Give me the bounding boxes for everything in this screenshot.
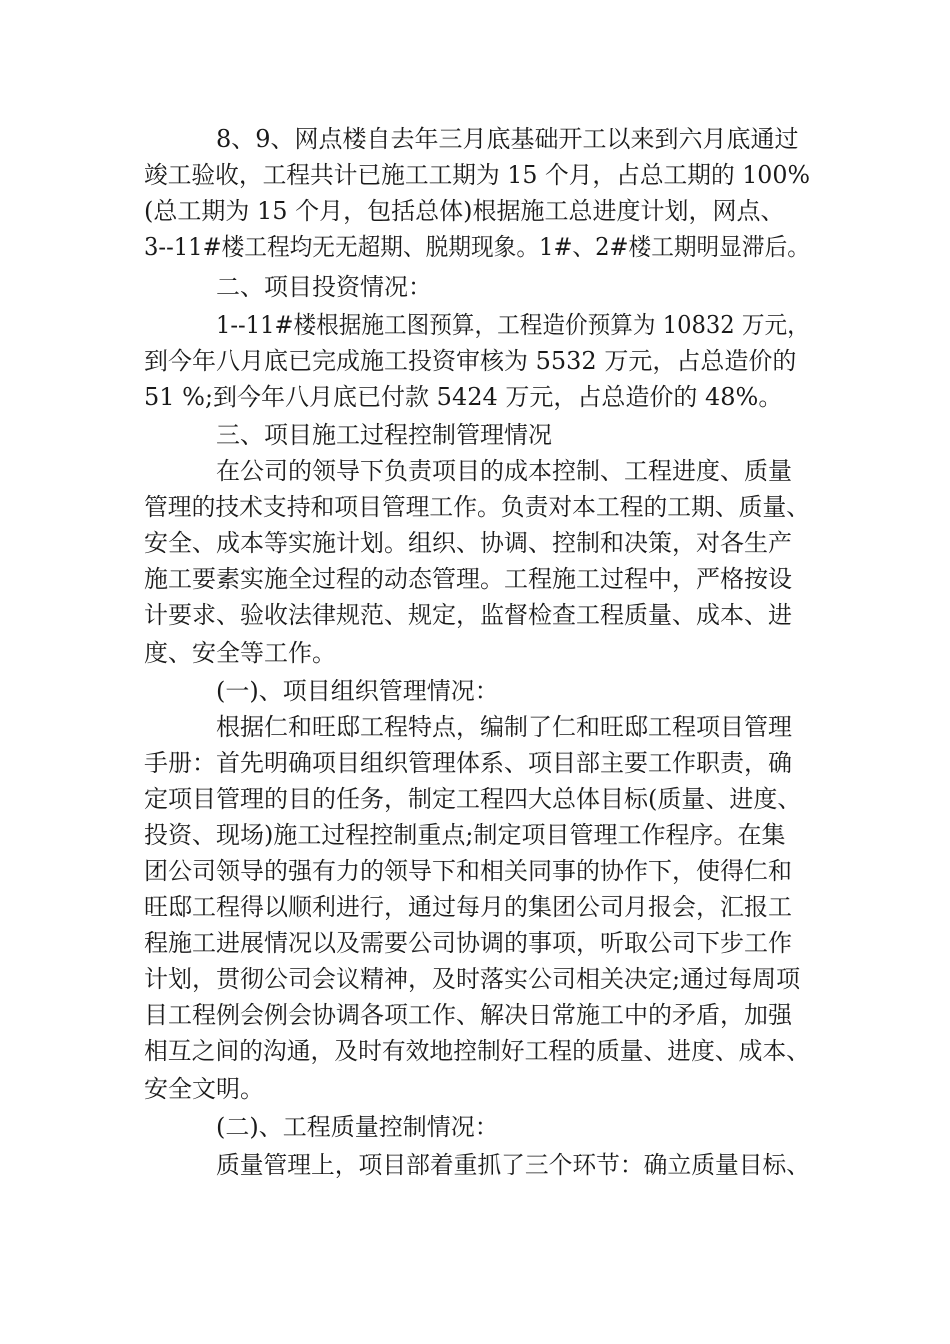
- text-line: 管理的技术支持和项目管理工作。负责对本工程的工期、质量、: [144, 493, 811, 521]
- text-line: 竣工验收，工程共计已施工工期为 15 个月，占总工期的 100%: [144, 161, 811, 189]
- text-line: 定项目管理的目的任务，制定工程四大总体目标(质量、进度、: [144, 785, 802, 813]
- subsection-heading: (二)、工程质量控制情况：: [216, 1113, 499, 1141]
- text-line: 施工要素实施全过程的动态管理。工程施工过程中，严格按设: [144, 565, 792, 593]
- text-line: 3--11#楼工程均无无超期、脱期现象。1#、2#楼工期明显滞后。: [144, 233, 810, 261]
- text-line: 程施工进展情况以及需要公司协调的事项，听取公司下步工作: [144, 929, 792, 957]
- text-line: 质量管理上，项目部着重抓了三个环节：确立质量目标、: [216, 1151, 810, 1179]
- text-line: 目工程例会例会协调各项工作、解决日常施工中的矛盾，加强: [144, 1001, 792, 1029]
- text-line: 旺邸工程得以顺利进行，通过每月的集团公司月报会，汇报工: [144, 893, 792, 921]
- text-line: 根据仁和旺邸工程特点，编制了仁和旺邸工程项目管理: [216, 713, 792, 741]
- text-line: 度、安全等工作。: [144, 639, 336, 667]
- text-line: 团公司领导的强有力的领导下和相关同事的协作下，使得仁和: [144, 857, 792, 885]
- text-line: 1--11#楼根据施工图预算，工程造价预算为 10832 万元，: [216, 311, 810, 339]
- text-line: 51 %;到今年八月底已付款 5424 万元，占总造价的 48%。: [144, 383, 783, 411]
- text-line: 安全、成本等实施计划。组织、协调、控制和决策，对各生产: [144, 529, 792, 557]
- section-heading: 三、项目施工过程控制管理情况: [216, 421, 552, 449]
- text-line: 相互之间的沟通，及时有效地控制好工程的质量、进度、成本、: [144, 1037, 811, 1065]
- section-heading: 二、项目投资情况：: [216, 273, 432, 301]
- subsection-heading: (一)、项目组织管理情况：: [216, 677, 499, 705]
- text-line: 8、9、网点楼自去年三月底基础开工以来到六月底通过: [216, 125, 799, 153]
- text-line: 计划，贯彻公司会议精神，及时落实公司相关决定;通过每周项: [144, 965, 801, 993]
- text-line: (总工期为 15 个月，包括总体)根据施工总进度计划，网点、: [144, 197, 785, 225]
- text-line: 安全文明。: [144, 1075, 264, 1103]
- text-line: 计要求、验收法律规范、规定，监督检查工程质量、成本、进: [144, 601, 792, 629]
- text-line: 手册：首先明确项目组织管理体系、项目部主要工作职责，确: [144, 749, 792, 777]
- text-line: 到今年八月底已完成施工投资审核为 5532 万元，占总造价的: [144, 347, 797, 375]
- text-line: 在公司的领导下负责项目的成本控制、工程进度、质量: [216, 457, 792, 485]
- text-line: 投资、现场)施工过程控制重点;制定项目管理工作程序。在集: [144, 821, 786, 849]
